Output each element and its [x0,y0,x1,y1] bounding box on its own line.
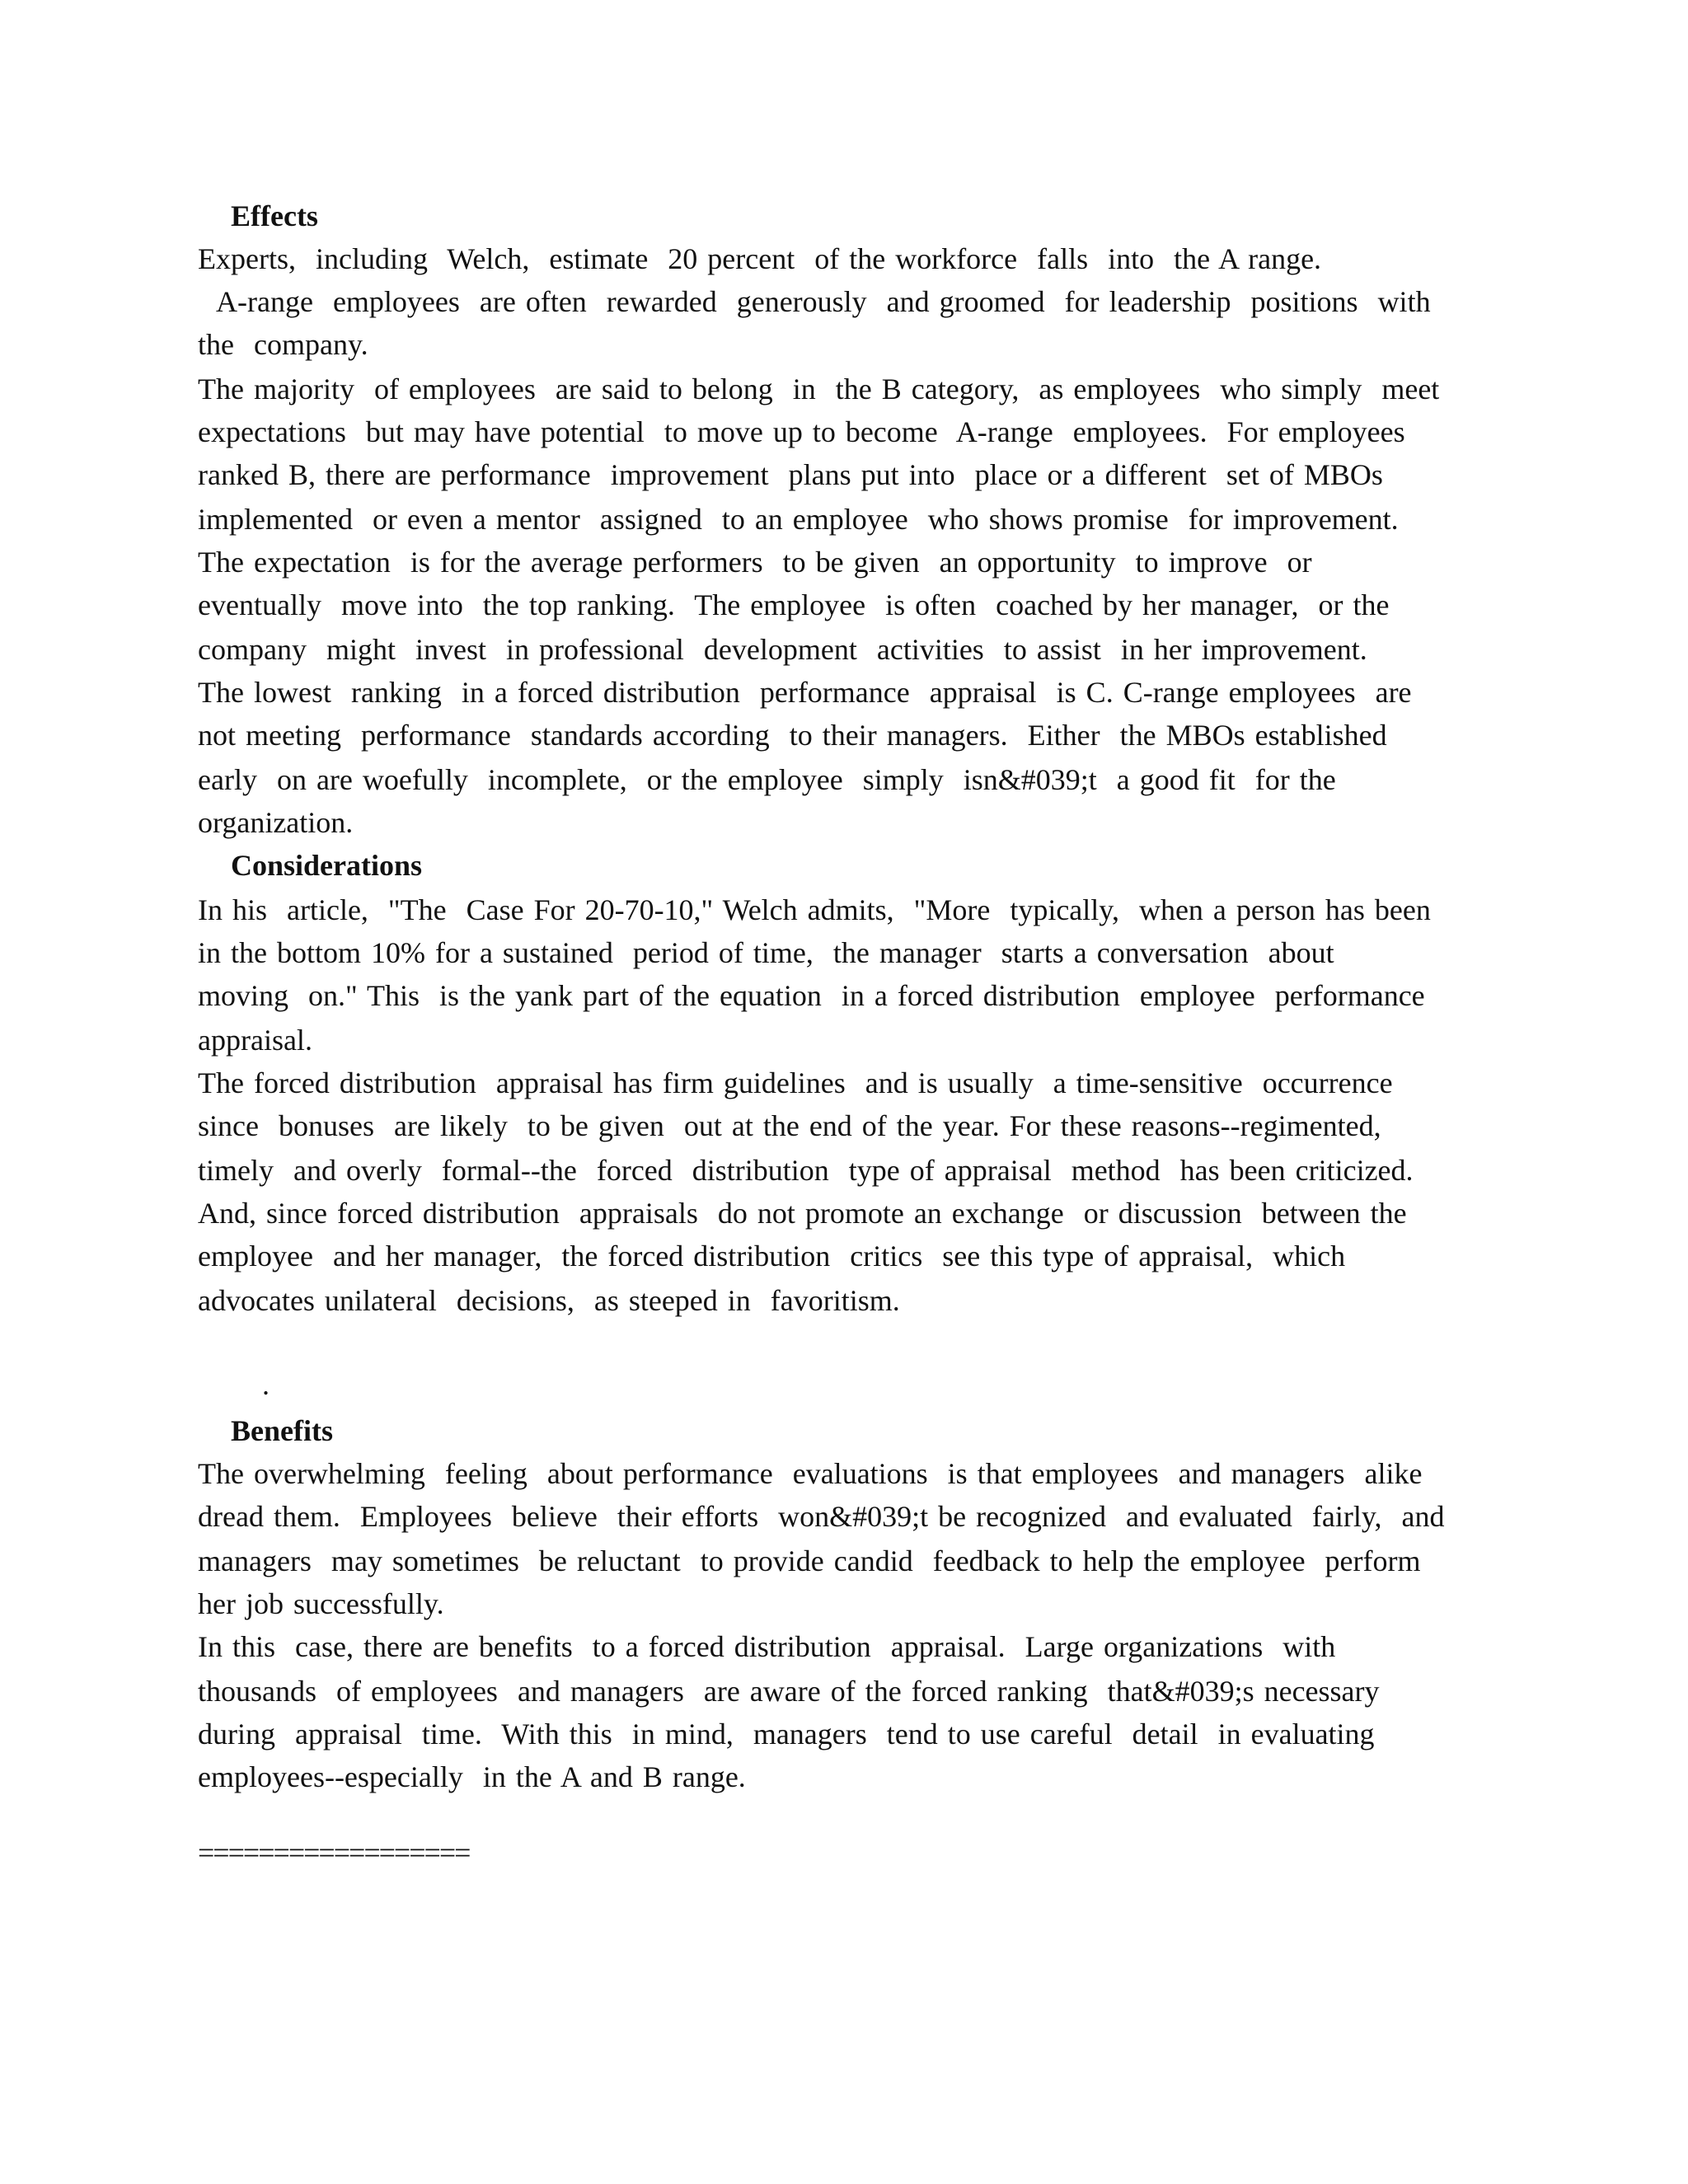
effects-line-8: The expectation is for the average performers to be given an opportunity to improve or [198,546,1312,579]
effects-heading: Effects [231,199,318,232]
considerations-heading: Considerations [231,849,423,882]
footer-separator-rule: ================== [198,1836,470,1869]
benefits-line-2: dread them. Employees believe their efforts won&#039;t be recognized and evaluated fairly, and [198,1500,1445,1533]
considerations-line-3: moving on." This is the yank part of the equation in a forced distribution employee performance [198,979,1425,1012]
effects-line-10: company might invest in professional development activities to assist in her improvement. [198,633,1367,666]
effects-line-7: implemented or even a mentor assigned to an employee who shows promise for improvement. [198,503,1399,536]
benefits-line-4: her job successfully. [198,1587,444,1620]
effects-line-9: eventually move into the top ranking. The employee is often coached by her manager, or the [198,588,1390,621]
considerations-line-6: since bonuses are likely to be given out at the end of the year. For these reasons--regimented, [198,1109,1381,1142]
considerations-line-2: in the bottom 10% for a sustained period of time, the manager starts a conversation about [198,936,1334,969]
considerations-line-1: In his article, "The Case For 20-70-10," Welch admits, "More typically, when a person has been [198,893,1431,926]
separator-dot: . [262,1368,270,1401]
considerations-line-4: appraisal. [198,1024,312,1057]
benefits-line-1: The overwhelming feeling about performance evaluations is that employees and managers alike [198,1457,1423,1490]
considerations-line-5: The forced distribution appraisal has firm guidelines and is usually a time-sensitive occurrence [198,1066,1393,1099]
effects-line-4: The majority of employees are said to belong in the B category, as employees who simply meet [198,373,1440,405]
effects-line-13: early on are woefully incomplete, or the employee simply isn&#039;t a good fit for the [198,763,1336,796]
considerations-line-9: employee and her manager, the forced distribution critics see this type of appraisal, which [198,1240,1346,1272]
effects-line-12: not meeting performance standards according to their managers. Either the MBOs established [198,719,1387,752]
effects-line-1: Experts, including Welch, estimate 20 percent of the workforce falls into the A range. [198,242,1322,275]
effects-line-11: The lowest ranking in a forced distribution performance appraisal is C. C-range employees are [198,676,1412,709]
considerations-line-7: timely and overly formal--the forced distribution type of appraisal method has been criticized. [198,1154,1414,1187]
effects-line-14: organization. [198,806,354,839]
benefits-line-6: thousands of employees and managers are aware of the forced ranking that&#039;s necessary [198,1675,1380,1708]
benefits-line-7: during appraisal time. With this in mind, managers tend to use careful detail in evaluating [198,1718,1375,1750]
effects-line-5: expectations but may have potential to move up to become A-range employees. For employees [198,415,1405,448]
considerations-line-8: And, since forced distribution appraisals do not promote an exchange or discussion between the [198,1197,1407,1230]
effects-line-6: ranked B, there are performance improvement plans put into place or a different set of MBOs [198,458,1383,491]
effects-line-2: A-range employees are often rewarded generously and groomed for leadership positions with [198,285,1431,318]
considerations-line-10: advocates unilateral decisions, as steeped in favoritism. [198,1284,900,1317]
benefits-line-8: employees--especially in the A and B range. [198,1760,746,1793]
benefits-line-5: In this case, there are benefits to a forced distribution appraisal. Large organizations with [198,1630,1336,1663]
benefits-heading: Benefits [231,1414,333,1447]
benefits-line-3: managers may sometimes be reluctant to provide candid feedback to help the employee perform [198,1544,1421,1577]
effects-line-3: the company. [198,328,368,361]
